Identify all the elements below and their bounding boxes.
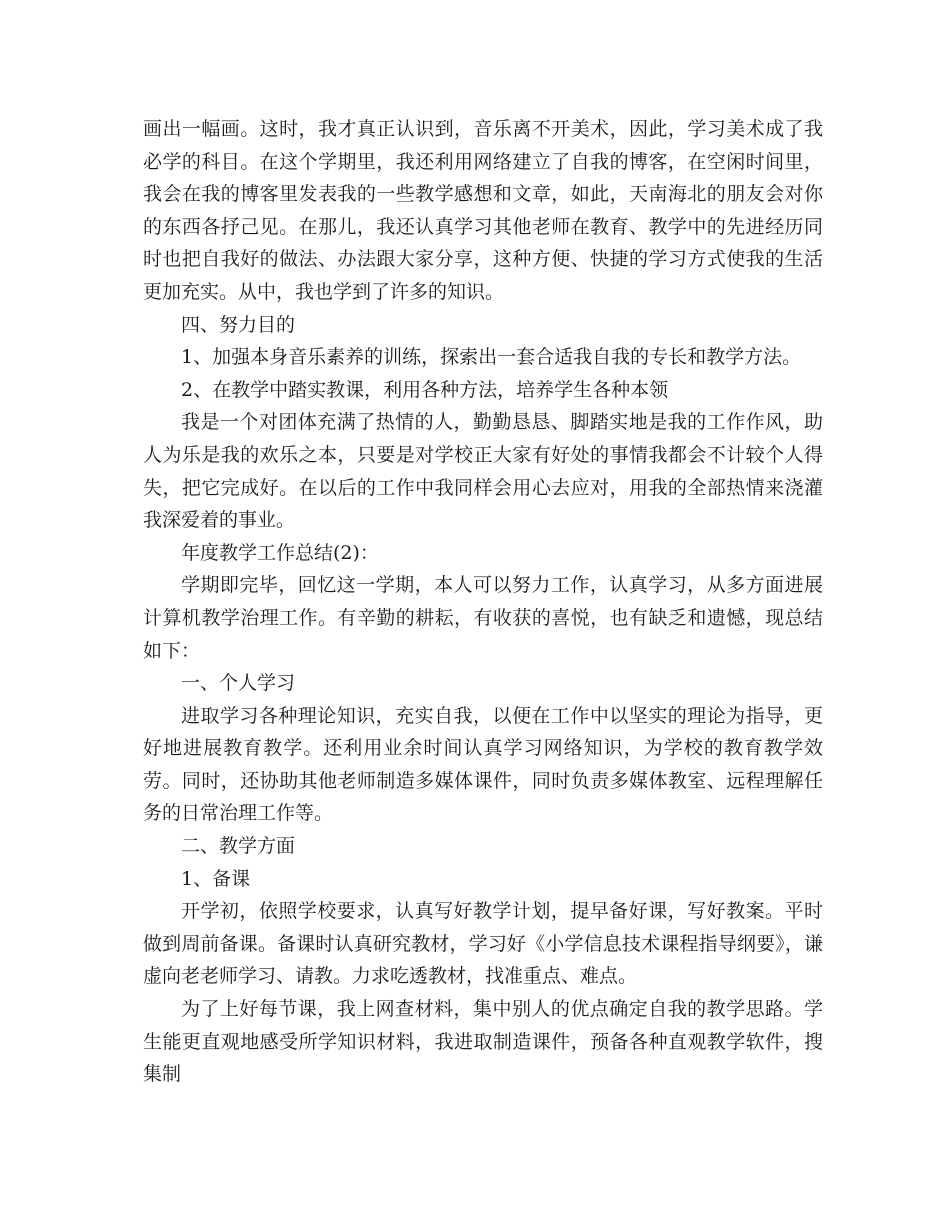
goal-item-1: 1、加强本身音乐素养的训练，探索出一套合适我自我的专长和教学方法。 xyxy=(181,346,802,369)
heading-personal-study: 一、个人学习 xyxy=(181,672,296,695)
paragraph-personal-study: 进取学习各种理论知识，充实自我，以便在工作中以坚实的理论为指导，更好地进展教育教学。还利用业余时间认真学习网络知识，为学校的教育教学效劳。同时，还协助其他老师制造多媒体课件，同时负责多媒体教室、远程理解任务的日常治理工作等。 xyxy=(143,704,823,825)
goal-item-2: 2、在教学中踏实教课，利用各种方法，培养学生各种本领 xyxy=(181,378,669,401)
paragraph-art-learning: 画出一幅画。这时，我才真正认识到，音乐离不开美术，因此，学习美术成了我必学的科目。在这个学期里，我还利用网络建立了自我的博客，在空闲时间里，我会在我的博客里发表我的一些教学感想和文章，如此，天南海北的朋友会对你的东西各抒己见。在那儿，我还认真学习其他老师在教育、教学中的先进经历同时也把自我好的做法、办法跟大家分享，这种方便、快捷的学习方式使我的生活更加充实。从中，我也学到了许多的知识。 xyxy=(143,118,823,303)
paragraph-lesson-materials: 为了上好每节课，我上网查材料，集中别人的优点确定自我的教学思路。学生能更直观地感受所学知识材料，我进取制造课件，预备各种直观教学软件，搜集制 xyxy=(143,998,823,1086)
heading-lesson-prep: 1、备课 xyxy=(181,867,251,890)
heading-teaching: 二、教学方面 xyxy=(181,835,296,858)
paragraph-lesson-prep: 开学初，依照学校要求，认真写好教学计划，提早备好课，写好教案。平时做到周前备课。备课时认真研究教材，学习好《小学信息技术课程指导纲要》，谦虚向老老师学习、请教。力求吃透教材，找准重点、难点。 xyxy=(143,900,823,988)
paragraph-summary-intro: 学期即完毕，回忆这一学期，本人可以努力工作，认真学习，从多方面进展计算机教学治理工作。有辛勤的耕耘，有收获的喜悦，也有缺乏和遗憾，现总结如下： xyxy=(143,574,823,662)
paragraph-work-attitude: 我是一个对团体充满了热情的人，勤勤恳恳、脚踏实地是我的工作作风，助人为乐是我的欢乐之本，只要是对学校正大家有好处的事情我都会不计较个人得失，把它完成好。在以后的工作中我同样会用心去应对，用我的全部热情来浇灌我深爱着的事业。 xyxy=(143,411,823,532)
document-body xyxy=(143,113,823,1091)
section-title-summary-2: 年度教学工作总结(2)： xyxy=(181,541,379,564)
heading-goals: 四、努力目的 xyxy=(181,313,296,336)
